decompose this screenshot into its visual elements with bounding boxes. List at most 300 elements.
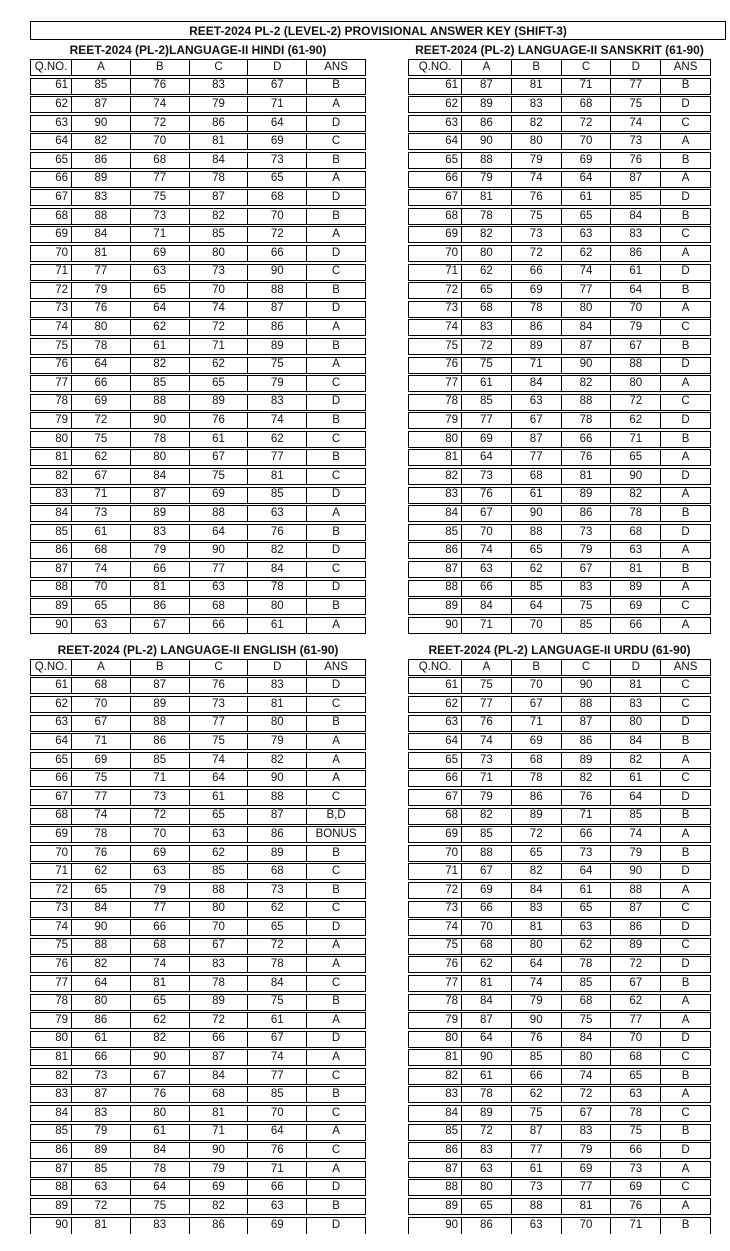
option-marks-cell: 77 (189, 716, 248, 731)
table-title-urdu: REET-2024 (PL-2) LANGUAGE-II URDU (61-90) (428, 642, 691, 657)
answer-cell: A (306, 1125, 365, 1140)
question-number-cell: 84 (445, 507, 458, 519)
question-number-cell: 86 (55, 544, 68, 557)
table-row (408, 338, 711, 355)
option-marks-cell: 82 (247, 753, 306, 768)
option-marks-cell: 88 (247, 283, 306, 298)
option-marks-cell: 87 (610, 902, 660, 917)
table-row (408, 882, 711, 899)
question-number-cell: 73 (55, 902, 68, 915)
option-marks-cell: 78 (71, 827, 130, 842)
question-number-cell: 88 (55, 1181, 68, 1194)
table-row (408, 96, 711, 113)
table-row (30, 394, 366, 411)
option-marks-cell: 67 (610, 976, 660, 991)
option-marks-cell: 62 (130, 1013, 189, 1028)
option-marks-cell: 67 (130, 618, 189, 633)
table-row (408, 1012, 711, 1029)
option-marks-cell: 85 (130, 753, 189, 768)
option-marks-cell: 87 (71, 1087, 130, 1102)
option-marks-cell: 68 (511, 469, 561, 484)
option-marks-cell: 84 (610, 209, 660, 224)
table-row (408, 901, 711, 918)
option-marks-cell: 72 (610, 957, 660, 972)
option-marks-cell: 64 (130, 1180, 189, 1195)
table-row (30, 1068, 366, 1085)
table-title-sanskrit: REET-2024 (PL-2) LANGUAGE-II SANSKRIT (61-90) (415, 43, 704, 57)
question-number-cell: 61 (55, 79, 68, 92)
option-marks-cell: 87 (461, 79, 511, 94)
option-marks-cell: 66 (561, 827, 611, 842)
question-number-cell: 83 (55, 1088, 68, 1101)
option-marks-cell: 87 (130, 678, 189, 693)
table-row (408, 375, 711, 392)
answer-cell: D (306, 395, 365, 410)
table-row (30, 152, 366, 169)
option-marks-cell: 75 (71, 771, 130, 786)
option-marks-cell: 76 (511, 1032, 561, 1047)
option-marks-cell: 64 (130, 302, 189, 317)
option-marks-cell: 77 (610, 79, 660, 94)
option-marks-cell: 81 (71, 246, 130, 261)
option-marks-cell: 68 (511, 753, 561, 768)
option-marks-cell: 74 (71, 562, 130, 577)
option-marks-cell: 83 (561, 1125, 611, 1140)
option-marks-cell: 65 (561, 902, 611, 917)
table-row (30, 938, 366, 955)
option-marks-cell: 83 (511, 902, 561, 917)
option-marks-cell: 66 (610, 618, 660, 633)
option-marks-cell: 86 (71, 153, 130, 168)
table-row (30, 1105, 366, 1122)
option-marks-cell: 80 (71, 995, 130, 1010)
option-marks-cell: 66 (71, 1050, 130, 1065)
option-marks-cell: 71 (189, 1125, 248, 1140)
table-row (408, 938, 711, 955)
option-marks-cell: 66 (511, 1069, 561, 1084)
question-number-cell: 77 (445, 376, 458, 389)
answer-cell: B (660, 976, 710, 991)
table-row (30, 1217, 366, 1234)
answer-cell: C (306, 469, 365, 484)
option-marks-cell: 70 (511, 618, 561, 633)
option-marks-cell: 71 (247, 1162, 306, 1177)
option-marks-cell: 62 (189, 846, 248, 861)
question-number-cell: 65 (445, 153, 458, 166)
option-marks-cell: 85 (561, 618, 611, 633)
option-marks-cell: 71 (511, 716, 561, 731)
question-number-cell: 82 (445, 469, 458, 482)
header-cell: A (71, 660, 130, 675)
option-marks-cell: 87 (561, 716, 611, 731)
option-marks-cell: 61 (130, 1125, 189, 1140)
option-marks-cell: 78 (461, 209, 511, 224)
answer-cell: D (660, 1143, 710, 1158)
answer-cell: C (660, 1180, 710, 1195)
table-row (408, 1198, 711, 1215)
question-number-cell: 68 (445, 209, 458, 222)
question-number-cell: 63 (55, 116, 68, 129)
question-number-cell: 66 (55, 772, 68, 785)
option-marks-cell: 75 (247, 995, 306, 1010)
answer-cell: B (306, 153, 365, 168)
option-marks-cell: 66 (71, 376, 130, 391)
table-row (408, 975, 711, 992)
option-marks-cell: 79 (610, 320, 660, 335)
option-marks-cell: 83 (189, 957, 248, 972)
table-row (408, 1161, 711, 1178)
question-number-cell: 87 (445, 562, 458, 575)
table-row (408, 561, 711, 578)
option-marks-cell: 83 (130, 1218, 189, 1234)
option-marks-cell: 71 (247, 97, 306, 112)
option-marks-cell: 86 (247, 320, 306, 335)
question-number-cell: 75 (445, 339, 458, 352)
table-row (408, 1105, 711, 1122)
option-marks-cell: 75 (461, 358, 511, 373)
question-number-cell: 79 (445, 414, 458, 427)
option-marks-cell: 88 (71, 939, 130, 954)
option-marks-cell: 83 (461, 320, 511, 335)
answer-cell: D (306, 543, 365, 558)
answer-cell: D (306, 1218, 365, 1234)
table-row (408, 919, 711, 936)
question-number-cell: 77 (55, 976, 68, 989)
answer-cell: B (660, 1125, 710, 1140)
question-number-cell: 61 (445, 679, 458, 692)
table-row (408, 863, 711, 880)
option-marks-cell: 82 (511, 116, 561, 131)
question-number-cell: 84 (55, 507, 68, 519)
option-marks-cell: 63 (461, 1162, 511, 1177)
option-marks-cell: 75 (561, 1013, 611, 1028)
answer-cell: D (306, 190, 365, 205)
option-marks-cell: 62 (511, 562, 561, 577)
option-marks-cell: 86 (511, 320, 561, 335)
section-urdu (408, 641, 711, 1234)
option-marks-cell: 67 (561, 562, 611, 577)
question-number-cell: 67 (445, 790, 458, 803)
question-number-cell: 82 (55, 469, 68, 482)
option-marks-cell: 86 (189, 1218, 248, 1234)
answer-cell: C (306, 265, 365, 280)
table-row (30, 580, 366, 597)
question-number-cell: 67 (445, 190, 458, 203)
option-marks-cell: 76 (461, 488, 511, 503)
option-marks-cell: 79 (461, 172, 511, 187)
option-marks-cell: 78 (130, 1162, 189, 1177)
option-marks-cell: 81 (511, 920, 561, 935)
option-marks-cell: 61 (130, 339, 189, 354)
header-cell: A (461, 60, 511, 75)
option-marks-cell: 76 (247, 525, 306, 540)
option-marks-cell: 69 (511, 283, 561, 298)
question-number-cell: 62 (55, 697, 68, 710)
question-number-cell: 66 (445, 172, 458, 185)
option-marks-cell: 89 (130, 506, 189, 521)
table-row (408, 956, 711, 973)
table-row (408, 1142, 711, 1159)
option-marks-cell: 76 (247, 1143, 306, 1158)
option-marks-cell: 86 (189, 116, 248, 131)
option-marks-cell: 77 (561, 283, 611, 298)
header-cell: Q.NO. (34, 60, 68, 73)
table-row (408, 826, 711, 843)
option-marks-cell: 90 (461, 134, 511, 149)
option-marks-cell: 82 (610, 753, 660, 768)
answer-cell: D (660, 920, 710, 935)
answer-cell: D (660, 190, 710, 205)
option-marks-cell: 70 (247, 1106, 306, 1121)
answer-cell: A (660, 618, 710, 633)
question-number-cell: 66 (55, 172, 68, 185)
option-marks-cell: 74 (247, 1050, 306, 1065)
question-number-cell: 89 (55, 1199, 68, 1212)
answer-cell: C (306, 134, 365, 149)
option-marks-cell: 68 (461, 302, 511, 317)
section-sanskrit (408, 41, 711, 634)
option-marks-cell: 72 (189, 1013, 248, 1028)
option-marks-cell: 66 (247, 246, 306, 261)
answer-cell: B (660, 209, 710, 224)
question-number-cell: 89 (445, 599, 458, 612)
option-marks-cell: 73 (610, 134, 660, 149)
table-row (408, 171, 711, 188)
option-marks-cell: 78 (189, 172, 248, 187)
question-number-cell: 81 (445, 451, 458, 464)
table-row (30, 245, 366, 262)
option-marks-cell: 71 (461, 618, 511, 633)
option-marks-cell: 72 (511, 827, 561, 842)
option-marks-cell: 65 (130, 995, 189, 1010)
question-number-cell: 87 (445, 1162, 458, 1175)
answer-cell: D (660, 1032, 710, 1047)
answer-cell: B (306, 413, 365, 428)
option-marks-cell: 63 (130, 864, 189, 879)
answer-cell: C (306, 1106, 365, 1121)
answer-cell: B (660, 562, 710, 577)
header-cell: Q.NO. (418, 60, 452, 73)
question-number-cell: 63 (445, 716, 458, 729)
option-marks-cell: 65 (610, 1069, 660, 1084)
answer-table-sanskrit (408, 59, 711, 634)
option-marks-cell: 70 (71, 697, 130, 712)
answer-cell: A (306, 358, 365, 373)
option-marks-cell: 68 (610, 525, 660, 540)
option-marks-cell: 66 (461, 581, 511, 596)
option-marks-cell: 72 (511, 246, 561, 261)
option-marks-cell: 63 (189, 827, 248, 842)
table-row (30, 677, 366, 694)
option-marks-cell: 66 (561, 432, 611, 447)
section-english (30, 641, 366, 1234)
table-row (30, 1012, 366, 1029)
question-number-cell: 71 (55, 865, 68, 878)
table-row (30, 845, 366, 862)
option-marks-cell: 65 (130, 283, 189, 298)
option-marks-cell: 61 (461, 376, 511, 391)
option-marks-cell: 85 (610, 809, 660, 824)
table-row (30, 617, 366, 634)
option-marks-cell: 74 (461, 543, 511, 558)
header-row (30, 59, 366, 76)
question-number-cell: 78 (55, 395, 68, 408)
option-marks-cell: 74 (461, 734, 511, 749)
table-row (408, 115, 711, 132)
answer-cell: A (660, 1087, 710, 1102)
option-marks-cell: 67 (71, 716, 130, 731)
option-marks-cell: 77 (511, 1143, 561, 1158)
table-row (408, 789, 711, 806)
table-row (30, 882, 366, 899)
question-number-cell: 71 (55, 265, 68, 278)
option-marks-cell: 87 (561, 339, 611, 354)
header-cell: A (461, 660, 511, 675)
option-marks-cell: 86 (71, 1013, 130, 1028)
option-marks-cell: 75 (189, 734, 248, 749)
question-number-cell: 85 (445, 1125, 458, 1138)
option-marks-cell: 90 (71, 920, 130, 935)
answer-cell: D (306, 246, 365, 261)
option-marks-cell: 87 (189, 190, 248, 205)
option-marks-cell: 84 (247, 976, 306, 991)
option-marks-cell: 63 (71, 1180, 130, 1195)
option-marks-cell: 67 (461, 506, 511, 521)
option-marks-cell: 87 (511, 1125, 561, 1140)
option-marks-cell: 89 (561, 753, 611, 768)
option-marks-cell: 62 (561, 939, 611, 954)
option-marks-cell: 88 (561, 395, 611, 410)
question-number-cell: 68 (445, 809, 458, 822)
option-marks-cell: 78 (130, 432, 189, 447)
option-marks-cell: 63 (130, 265, 189, 280)
question-number-cell: 74 (445, 321, 458, 334)
question-number-cell: 72 (445, 883, 458, 896)
option-marks-cell: 68 (461, 939, 511, 954)
option-marks-cell: 89 (130, 697, 189, 712)
option-marks-cell: 78 (610, 1106, 660, 1121)
question-number-cell: 86 (55, 1144, 68, 1156)
question-number-cell: 68 (55, 809, 68, 822)
option-marks-cell: 66 (189, 1032, 248, 1047)
option-marks-cell: 68 (189, 1087, 248, 1102)
question-number-cell: 74 (55, 321, 68, 334)
option-marks-cell: 89 (610, 939, 660, 954)
option-marks-cell: 80 (561, 302, 611, 317)
answer-cell: C (306, 432, 365, 447)
question-number-cell: 88 (445, 1181, 458, 1194)
answer-table-hindi (30, 59, 366, 634)
option-marks-cell: 77 (247, 1069, 306, 1084)
option-marks-cell: 71 (561, 809, 611, 824)
question-number-cell: 64 (55, 135, 68, 148)
option-marks-cell: 70 (511, 678, 561, 693)
question-number-cell: 70 (55, 246, 68, 259)
answer-cell: A (306, 957, 365, 972)
option-marks-cell: 62 (189, 358, 248, 373)
option-marks-cell: 68 (130, 939, 189, 954)
header-cell: A (71, 60, 130, 75)
header-cell: ANS (306, 60, 365, 75)
answer-cell: B (660, 1069, 710, 1084)
option-marks-cell: 70 (461, 525, 511, 540)
option-marks-cell: 69 (610, 1180, 660, 1195)
question-number-cell: 78 (445, 395, 458, 408)
option-marks-cell: 71 (511, 358, 561, 373)
option-marks-cell: 61 (610, 265, 660, 280)
option-marks-cell: 70 (247, 209, 306, 224)
option-marks-cell: 81 (189, 134, 248, 149)
option-marks-cell: 81 (511, 79, 561, 94)
option-marks-cell: 82 (189, 209, 248, 224)
answer-cell: A (660, 883, 710, 898)
option-marks-cell: 71 (71, 488, 130, 503)
option-marks-cell: 74 (561, 265, 611, 280)
answer-cell: A (660, 376, 710, 391)
table-row (408, 1068, 711, 1085)
table-row (408, 1124, 711, 1141)
answer-cell: A (660, 488, 710, 503)
option-marks-cell: 76 (130, 1087, 189, 1102)
table-row (408, 431, 711, 448)
answer-cell: D (660, 413, 710, 428)
option-marks-cell: 72 (461, 1125, 511, 1140)
option-marks-cell: 73 (561, 525, 611, 540)
question-number-cell: 77 (445, 976, 458, 989)
table-row (30, 431, 366, 448)
option-marks-cell: 72 (71, 1199, 130, 1214)
option-marks-cell: 84 (561, 320, 611, 335)
option-marks-cell: 70 (561, 1218, 611, 1234)
header-cell: C (561, 660, 611, 675)
table-row (30, 1142, 366, 1159)
option-marks-cell: 89 (247, 846, 306, 861)
table-row (408, 1179, 711, 1196)
question-number-cell: 86 (445, 1144, 458, 1156)
answer-cell: A (660, 302, 710, 317)
option-marks-cell: 81 (247, 469, 306, 484)
option-marks-cell: 68 (71, 543, 130, 558)
option-marks-cell: 73 (461, 753, 511, 768)
question-number-cell: 70 (445, 846, 458, 859)
table-row (30, 715, 366, 732)
option-marks-cell: 79 (189, 97, 248, 112)
table-row (408, 319, 711, 336)
option-marks-cell: 63 (610, 1087, 660, 1102)
option-marks-cell: 78 (610, 506, 660, 521)
option-marks-cell: 77 (461, 413, 511, 428)
option-marks-cell: 72 (561, 116, 611, 131)
table-row (30, 301, 366, 318)
question-number-cell: 67 (55, 790, 68, 803)
table-row (408, 357, 711, 374)
table-row (30, 171, 366, 188)
option-marks-cell: 83 (610, 697, 660, 712)
answer-cell: C (660, 771, 710, 786)
option-marks-cell: 69 (561, 153, 611, 168)
table-row (408, 542, 711, 559)
question-number-cell: 88 (445, 581, 458, 594)
question-number-cell: 89 (55, 599, 68, 612)
answer-cell: C (660, 116, 710, 131)
option-marks-cell: 80 (247, 716, 306, 731)
option-marks-cell: 80 (610, 716, 660, 731)
option-marks-cell: 70 (71, 581, 130, 596)
question-number-cell: 74 (55, 920, 68, 933)
option-marks-cell: 75 (561, 599, 611, 614)
table-row (30, 919, 366, 936)
option-marks-cell: 77 (71, 265, 130, 280)
